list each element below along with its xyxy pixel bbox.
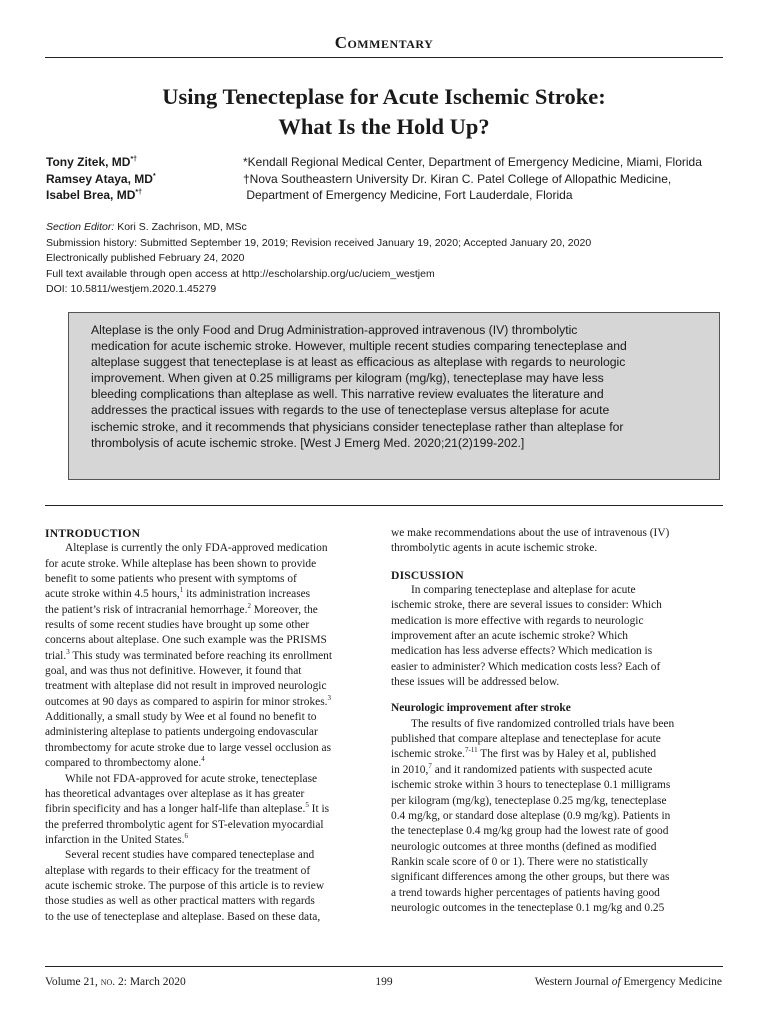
citation-ref: 3 xyxy=(327,693,331,702)
footer-journal: Western Journal of Emergency Medicine xyxy=(534,976,722,988)
text-line: In comparing tenecteplase and alteplase for acute xyxy=(411,584,636,597)
text-line: The results of five randomized controlled trials have been xyxy=(411,717,675,730)
citation-ref: 4 xyxy=(201,755,205,764)
text-line: ischemic stroke, there are several issues to consider: Which xyxy=(391,599,662,612)
text-line: has theoretical advantages over alteplase as it has greater xyxy=(45,787,305,800)
left-column xyxy=(45,526,365,925)
citation-ref: 2 xyxy=(247,601,251,610)
text-line: published that compare alteplase and tenecteplase for acute xyxy=(391,733,661,746)
text-line: treatment with alteplase did not result in improved neurologic xyxy=(45,680,327,693)
text-line: fibrin specificity and has a longer half-life than alteplase.$^5$ It is xyxy=(45,801,330,816)
text-line: alteplase with regards to their efficacy for the treatment of xyxy=(45,864,311,877)
text-line: results of some recent studies have brought up some other xyxy=(45,619,310,632)
text-line: neurologic outcomes in the tenecteplase 0.1 mg/kg and 0.25 xyxy=(391,901,665,914)
page-number: 199 xyxy=(375,976,393,988)
article-metadata xyxy=(46,220,591,298)
abstract-line: medication for acute ischemic stroke. However, multiple recent studies comparing tenecteplase and xyxy=(91,339,627,354)
title-line-2: What Is the Hold Up? xyxy=(278,114,490,139)
abstract-line: addresses the practical issues with regards to the use of tenecteplase versus alteplase for acute xyxy=(91,403,610,418)
citation-ref: 6 xyxy=(184,832,189,841)
abstract-line: improvement. When given at 0.25 milligrams per kilogram (mg/kg), tenecteplase may have less xyxy=(91,371,604,386)
top-rule xyxy=(45,57,723,58)
text-line: Alteplase is currently the only FDA-approved medication xyxy=(65,542,328,555)
text-line: the patient’s risk of intracranial hemorrhage.$^2$ Moreover, the xyxy=(45,601,318,616)
text-line: goal, and was thus not definitive. However, it found that xyxy=(45,665,302,678)
text-line: neurologic outcomes at three months (defined as modified xyxy=(391,840,657,853)
citation-ref: 7 xyxy=(428,762,432,771)
spacer xyxy=(391,690,721,701)
text-line: trial.$^3$ This study was terminated before reaching its enrollment xyxy=(45,647,333,662)
text-line: Several recent studies have compared tenecteplase and xyxy=(65,849,315,862)
text-line: per kilogram (mg/kg), tenecteplase 0.25 mg/kg, tenecteplase xyxy=(391,794,667,807)
citation-ref: 7-11 xyxy=(465,746,478,755)
affiliation-1: *Kendall Regional Medical Center, Department of Emergency Medicine, Miami, Florida xyxy=(243,155,702,169)
section-editor: Section Editor: Kori S. Zachrison, MD, MSc xyxy=(46,221,247,233)
text-line: 0.4 mg/kg, or standard dose alteplase (0.9 mg/kg). Patients in xyxy=(391,809,671,822)
text-line: significant differences among the other groups, but there was xyxy=(391,871,670,884)
citation-ref: 1 xyxy=(179,586,184,595)
text-line: outcomes at 90 days as compared to aspirin for minor strokes.$^3$ xyxy=(45,693,331,708)
abstract-line: Alteplase is the only Food and Drug Administration-approved intravenous (IV) thrombolytic xyxy=(91,323,578,337)
text-line: acute stroke within 4.5 hours,$^1$ its administration increases xyxy=(45,586,311,601)
text-line: acute ischemic stroke. The purpose of this article is to review xyxy=(45,879,325,892)
author-3: Isabel Brea, MD*† xyxy=(46,188,142,202)
text-line: benefit to some patients who present with symptoms of xyxy=(45,573,297,586)
spacer xyxy=(391,557,721,568)
text-line: we make recommendations about the use of intravenous (IV) xyxy=(391,527,670,539)
text-line: While not FDA-approved for acute stroke, tenecteplase xyxy=(65,772,318,785)
text-line: to the use of tenecteplase and alteplase. Based on these data, xyxy=(45,910,321,923)
text-line: Rankin scale score of 0 or 1). There were no statistically xyxy=(391,855,648,868)
abstract-line: ischemic stroke, and it recommends that physicians consider tenecteplase rather than alteplase for xyxy=(91,419,624,434)
section-heading: Commentary xyxy=(334,33,434,52)
text-line: those studies as well as other practical matters with regards xyxy=(45,895,315,908)
abstract-box xyxy=(68,312,720,480)
article-title xyxy=(45,82,723,142)
fulltext-link[interactable]: Full text available through open access at http://escholarship.org/uc/uciem_westjem xyxy=(46,267,435,280)
text-line: infarction in the United States.$^6$ xyxy=(45,832,189,846)
author-list xyxy=(46,154,156,204)
introduction-heading: INTRODUCTION xyxy=(45,527,141,540)
text-line: concerns about alteplase. One such example was the PRISMS xyxy=(45,634,327,647)
text-line: the preferred thrombolytic agent for ST-elevation myocardial xyxy=(45,818,324,831)
abstract-line: bleeding complications than alteplase as well. This narrative review evaluates the literature and xyxy=(91,387,604,402)
discussion-heading: DISCUSSION xyxy=(391,568,464,582)
text-line: the tenecteplase 0.4 mg/kg group had the lowest rate of good xyxy=(391,825,669,838)
neurologic-heading: Neurologic improvement after stroke xyxy=(391,702,571,715)
text-line: compared to thrombectomy alone.$^4$ xyxy=(45,755,205,770)
footer-rule xyxy=(45,966,723,967)
citation-ref: 5 xyxy=(305,801,309,810)
text-line: medication has less adverse effects? Which medication is xyxy=(391,645,653,658)
doi[interactable]: DOI: 10.5811/westjem.2020.1.45279 xyxy=(46,283,217,295)
text-line: Additionally, a small study by Wee et al found no benefit to xyxy=(45,711,317,724)
text-line: thrombectomy for acute stroke due to large vessel occlusion as xyxy=(45,741,332,754)
text-line: thrombolytic agents in acute ischemic stroke. xyxy=(391,542,598,555)
title-line-1: Using Tenecteplase for Acute Ischemic Stroke: xyxy=(162,84,606,109)
text-line: these issues will be addressed below. xyxy=(391,676,560,689)
text-line: ischemic stroke.$^{7-11}$ The first was by Haley et al, published xyxy=(391,746,657,761)
text-line: improvement after an acute ischemic stroke? Which xyxy=(391,630,628,643)
published-date: Electronically published February 24, 2020 xyxy=(46,252,245,264)
section-divider xyxy=(45,505,723,506)
text-line: medication is more effective with regards to neurologic xyxy=(391,614,644,627)
affiliation-2: †Nova Southeastern University Dr. Kiran C. Patel College of Allopathic Medicine, xyxy=(243,171,672,186)
affiliation-list xyxy=(243,154,702,204)
abstract-line: thrombolysis of acute ischemic stroke. [West J Emerg Med. 2020;21(2)199-202.] xyxy=(91,435,525,450)
citation-ref: 3 xyxy=(66,647,70,656)
submission-history: Submission history: Submitted September 19, 2019; Revision received January 19, 2020; Accepted January 20, 2020 xyxy=(46,236,592,249)
right-column xyxy=(391,526,721,916)
footer-volume: Volume 21, no. 2: March 2020 xyxy=(45,976,186,988)
text-line: ischemic stroke within 3 hours to tenecteplase 0.1 milligrams xyxy=(391,779,671,792)
abstract-line: alteplase suggest that tenecteplase is at least as efficacious as alteplase with regards to neurologic xyxy=(91,355,626,370)
text-line: easier to administer? Which medication costs less? Each of xyxy=(391,660,661,673)
affiliation-3: Department of Emergency Medicine, Fort Lauderdale, Florida xyxy=(243,188,573,202)
text-line: a trend towards higher percentages of patients having good xyxy=(391,886,660,899)
author-2: Ramsey Ataya, MD* xyxy=(46,171,156,186)
text-line: for acute stroke. While alteplase has been shown to provide xyxy=(45,557,317,570)
author-1: Tony Zitek, MD*† xyxy=(46,155,138,169)
text-line: administering alteplase to patients undergoing endovascular xyxy=(45,726,318,739)
text-line: in 2010,$^7$ and it randomized patients with suspected acute xyxy=(391,762,653,776)
